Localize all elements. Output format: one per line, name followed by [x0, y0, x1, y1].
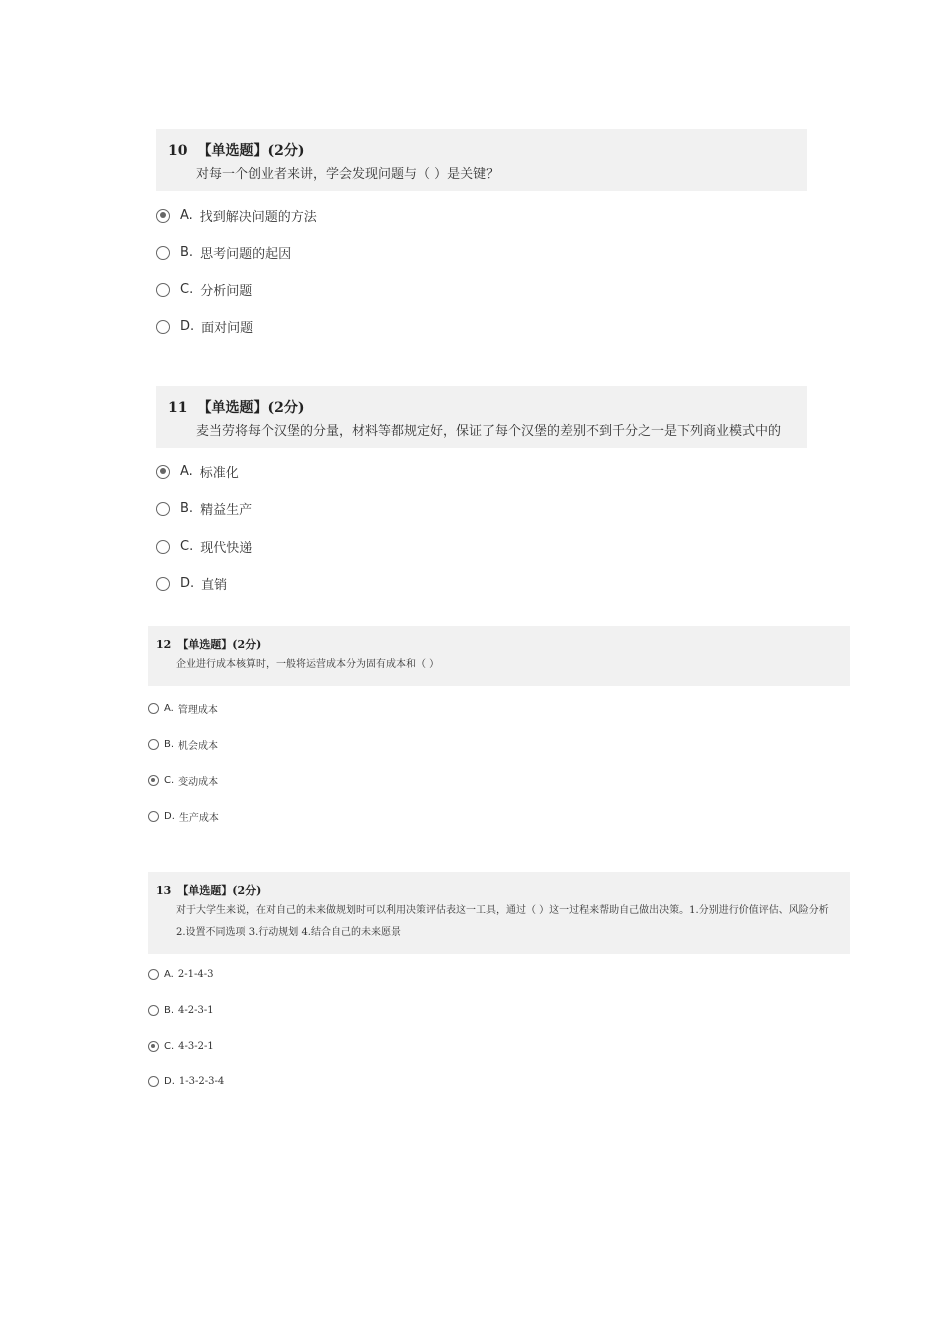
question-type: 【单选题】(2分)	[177, 638, 262, 651]
question-header	[156, 129, 807, 191]
option-letter: A.	[164, 703, 174, 714]
option-d[interactable]	[156, 574, 227, 593]
radio-icon[interactable]	[156, 283, 170, 297]
option-letter: A.	[164, 969, 174, 980]
option-text: 2-1-4-3	[177, 969, 214, 980]
option-b[interactable]	[148, 737, 218, 752]
option-letter: D.	[164, 1076, 175, 1087]
option-letter: C.	[164, 775, 175, 786]
option-c[interactable]	[156, 280, 252, 299]
radio-selected-icon[interactable]	[156, 465, 170, 479]
option-text: 管理成本	[177, 705, 218, 716]
option-letter: D.	[180, 576, 195, 591]
option-letter: A.	[180, 464, 193, 479]
option-a[interactable]	[156, 206, 317, 225]
option-letter: B.	[164, 1005, 175, 1016]
option-text: 思考问题的起因	[200, 247, 292, 262]
question-text: 对每一个创业者来讲，学会发现问题与（ ）是关键？	[196, 167, 500, 182]
question-title	[156, 882, 850, 900]
question-title	[168, 141, 807, 161]
option-text: 找到解决问题的方法	[199, 210, 317, 225]
option-letter: C.	[164, 1041, 175, 1052]
question-title	[168, 398, 807, 418]
option-c[interactable]	[148, 1041, 214, 1052]
option-letter: C.	[180, 539, 194, 554]
question-text: 企业进行成本核算时，一般将运营成本分为固有成本和（ ）	[176, 659, 440, 670]
radio-selected-icon[interactable]	[148, 1041, 159, 1052]
radio-icon[interactable]	[156, 540, 170, 554]
option-text: 4-3-2-1	[178, 1041, 214, 1052]
question-10	[156, 129, 807, 191]
option-letter: D.	[164, 811, 175, 822]
option-text: 变动成本	[178, 777, 219, 788]
option-text: 分析问题	[200, 284, 253, 299]
question-type: 【单选题】(2分)	[197, 400, 305, 416]
option-b[interactable]	[156, 499, 252, 518]
question-number: 11	[168, 400, 188, 416]
option-letter: B.	[164, 739, 175, 750]
radio-selected-icon[interactable]	[156, 209, 170, 223]
radio-icon[interactable]	[148, 1076, 159, 1087]
question-type: 【单选题】(2分)	[197, 143, 305, 159]
option-a[interactable]	[148, 701, 218, 716]
question-title	[156, 636, 850, 654]
question-11	[156, 386, 807, 448]
option-text: 机会成本	[178, 741, 219, 752]
option-d[interactable]	[156, 317, 253, 336]
option-c[interactable]	[156, 537, 252, 556]
question-header	[156, 386, 807, 448]
option-b[interactable]	[156, 243, 291, 262]
option-c[interactable]	[148, 773, 218, 788]
question-number: 10	[168, 143, 188, 159]
question-number: 13	[156, 884, 172, 897]
question-number: 12	[156, 638, 172, 651]
option-text: 面对问题	[201, 321, 254, 336]
radio-icon[interactable]	[148, 1005, 159, 1016]
option-text: 4-2-3-1	[178, 1005, 214, 1016]
option-letter: A.	[180, 208, 193, 223]
question-type: 【单选题】(2分)	[177, 884, 262, 897]
radio-icon[interactable]	[156, 577, 170, 591]
option-a[interactable]	[148, 969, 213, 980]
option-letter: B.	[180, 501, 194, 516]
radio-icon[interactable]	[156, 502, 170, 516]
option-a[interactable]	[156, 462, 239, 481]
question-header	[148, 872, 850, 954]
radio-icon[interactable]	[156, 246, 170, 260]
question-text: 麦当劳将每个汉堡的分量，材料等都规定好，保证了每个汉堡的差别不到千分之一是下列商业模式中的	[196, 424, 782, 439]
radio-icon[interactable]	[148, 739, 159, 750]
radio-icon[interactable]	[148, 703, 159, 714]
option-text: 直销	[201, 578, 228, 593]
radio-icon[interactable]	[148, 969, 159, 980]
radio-icon[interactable]	[156, 320, 170, 334]
option-letter: D.	[180, 319, 195, 334]
option-letter: B.	[180, 245, 194, 260]
option-text: 现代快递	[200, 541, 253, 556]
question-header	[148, 626, 850, 686]
option-d[interactable]	[148, 1076, 224, 1087]
option-b[interactable]	[148, 1005, 214, 1016]
option-text: 精益生产	[200, 503, 253, 518]
question-text: 对于大学生来说，在对自己的未来做规划时可以利用决策评估表这一工具，通过（ ）这一过程来帮助自己做出决策。1.分别进行价值评估、风险分析 2.设置不同选项 3.行动规划 4.结合自己的未来愿景	[176, 905, 829, 938]
question-12	[148, 626, 850, 686]
option-d[interactable]	[148, 809, 219, 824]
option-text: 标准化	[199, 466, 239, 481]
radio-icon[interactable]	[148, 811, 159, 822]
option-text: 1-3-2-3-4	[178, 1076, 225, 1087]
option-letter: C.	[180, 282, 194, 297]
option-text: 生产成本	[178, 813, 219, 824]
radio-selected-icon[interactable]	[148, 775, 159, 786]
question-13	[148, 872, 850, 954]
